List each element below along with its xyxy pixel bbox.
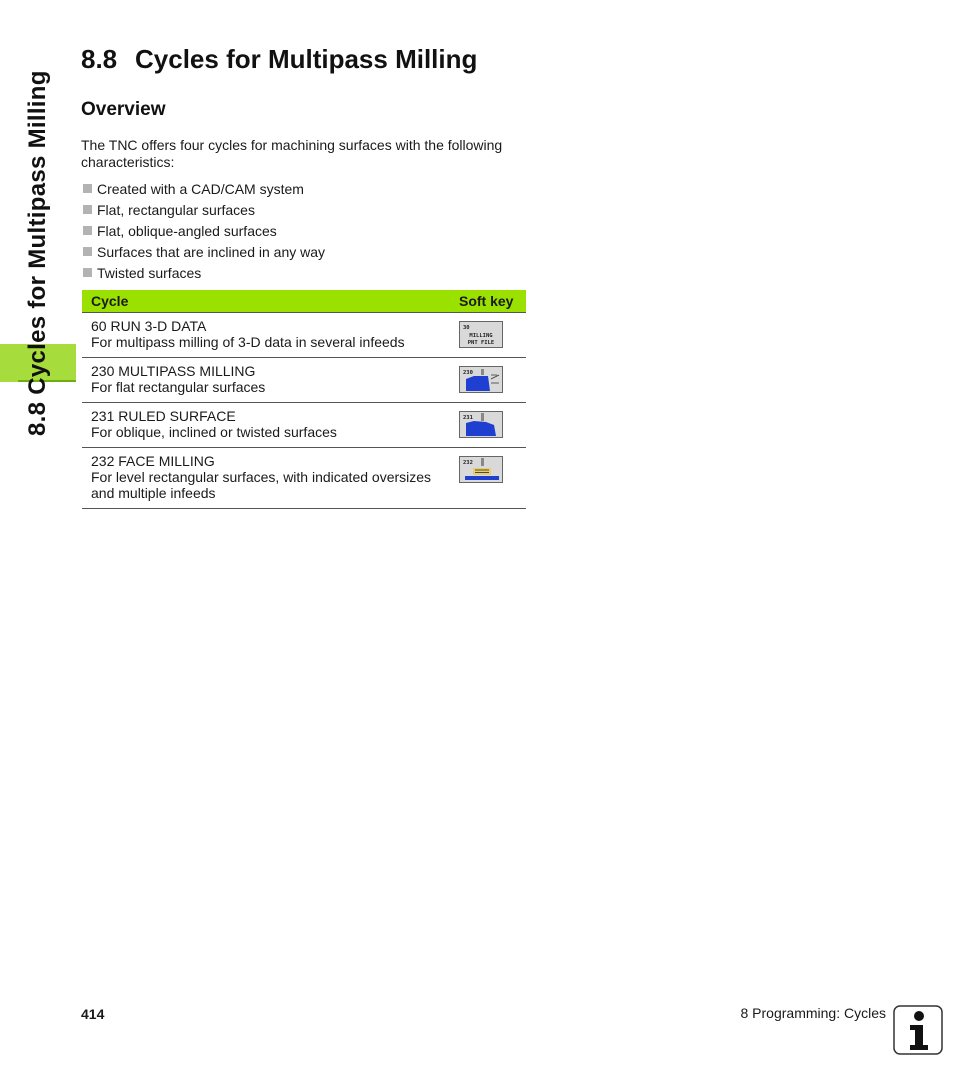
side-chapter-title: 8.8 Cycles for Multipass Milling — [24, 70, 51, 436]
softkey-label: PNT FILE — [467, 340, 495, 346]
characteristics-list — [81, 178, 325, 283]
overview-heading: Overview — [81, 99, 166, 120]
intro-paragraph: The TNC offers four cycles for machining surfaces with the following characteristics: — [81, 137, 503, 170]
section-title: Cycles for Multipass Milling — [135, 44, 478, 74]
ruled-surface-softkey-icon[interactable] — [459, 411, 503, 438]
face-milling-softkey-icon[interactable] — [459, 456, 503, 483]
info-icon — [893, 1005, 943, 1055]
list-item-text: Flat, oblique-angled surfaces — [97, 222, 277, 239]
column-header-cycle: Cycle — [82, 290, 455, 313]
cycle-name: 232 FACE MILLING — [91, 453, 215, 469]
cycle-cell — [82, 358, 455, 403]
column-header-softkey: Soft key — [455, 290, 526, 313]
list-item — [81, 199, 325, 220]
chapter-footer: 8 Programming: Cycles — [740, 1005, 886, 1021]
cycle-description: For flat rectangular surfaces — [91, 379, 266, 395]
softkey-cell — [455, 448, 526, 509]
softkey-cell — [455, 313, 526, 358]
bullet-square-icon — [83, 268, 92, 277]
table-row — [82, 403, 526, 448]
softkey-label: 30 — [463, 325, 470, 331]
cycle-name: 60 RUN 3-D DATA — [91, 318, 207, 334]
cycle-name: 230 MULTIPASS MILLING — [91, 363, 256, 379]
softkey-label: 232 — [463, 460, 473, 466]
page-number: 414 — [81, 1006, 105, 1022]
softkey-label: 230 — [463, 370, 473, 376]
bullet-square-icon — [83, 226, 92, 235]
table-header-row — [82, 290, 526, 313]
list-item-text: Flat, rectangular surfaces — [97, 201, 255, 218]
cycles-table — [82, 290, 526, 509]
list-item — [81, 178, 325, 199]
bullet-square-icon — [83, 205, 92, 214]
cycle-cell — [82, 313, 455, 358]
cycle-description: For multipass milling of 3-D data in several infeeds — [91, 334, 405, 350]
table-row — [82, 358, 526, 403]
list-item-text: Created with a CAD/CAM system — [97, 180, 304, 197]
cycle-cell — [82, 403, 455, 448]
list-item — [81, 241, 325, 262]
section-number: 8.8 — [81, 44, 118, 74]
cycle-description: For oblique, inclined or twisted surfaces — [91, 424, 337, 440]
run-3d-data-softkey-icon[interactable] — [459, 321, 503, 348]
softkey-label: 231 — [463, 415, 473, 421]
softkey-cell — [455, 403, 526, 448]
multipass-milling-softkey-icon[interactable] — [459, 366, 503, 393]
cycle-name: 231 RULED SURFACE — [91, 408, 236, 424]
bullet-square-icon — [83, 247, 92, 256]
list-item — [81, 262, 325, 283]
page-title — [81, 44, 477, 75]
list-item-text: Surfaces that are inclined in any way — [97, 243, 326, 260]
softkey-label: MILLING — [469, 333, 493, 339]
list-item — [81, 220, 325, 241]
cycle-cell — [82, 448, 455, 509]
table-row — [82, 448, 526, 509]
cycle-description: For level rectangular surfaces, with indicated oversizes and multiple infeeds — [91, 469, 432, 501]
table-row — [82, 313, 526, 358]
softkey-cell — [455, 358, 526, 403]
list-item-text: Twisted surfaces — [97, 264, 202, 281]
bullet-square-icon — [83, 184, 92, 193]
